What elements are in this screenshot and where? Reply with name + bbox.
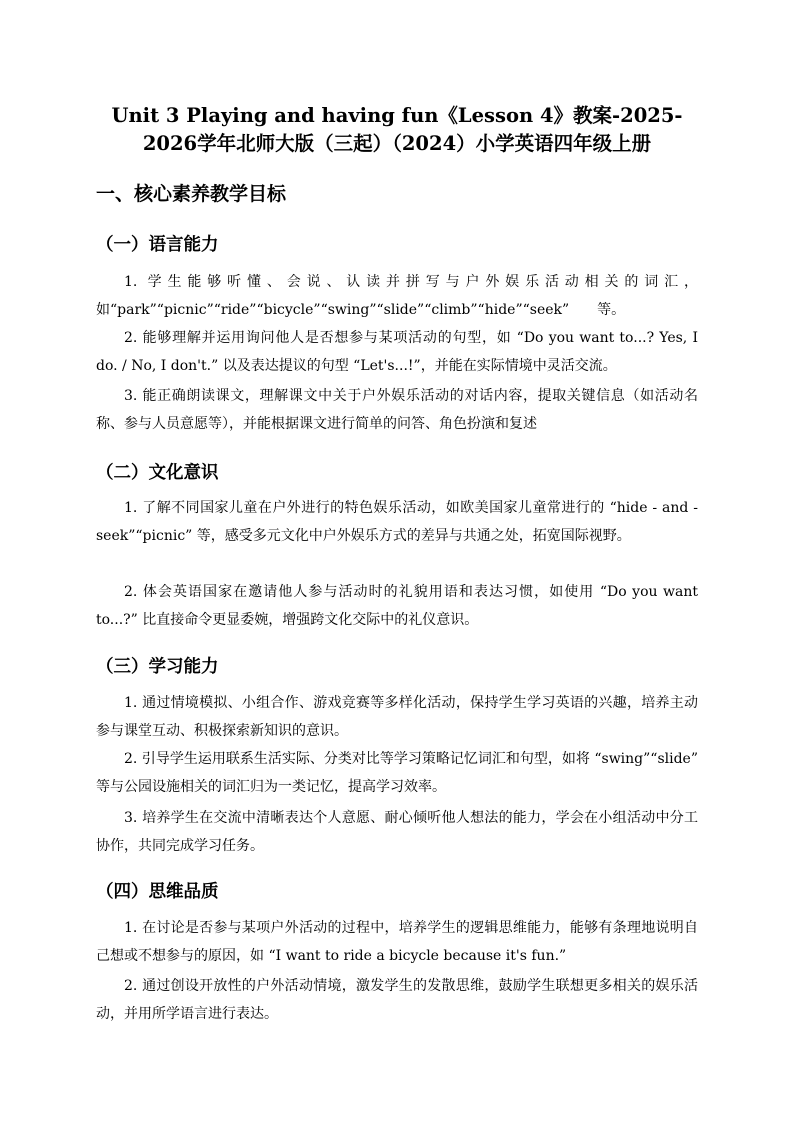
section-heading-core-goals: 一、核心素养教学目标 <box>96 183 287 205</box>
paragraph-language-2: 2. 能够理解并运用询问他人是否想参与某项活动的句型，如 “Do you want to...? Yes, I do. / No, I don't.” 以及表达提议的句型 “Let's...!”，并能在实际情境中灵活交流。 <box>96 330 698 374</box>
paragraph-culture-2: 2. 体会英语国家在邀请他人参与活动时的礼貌用语和表达习惯，如使用 “Do you want to...?” 比直接命令更显委婉，增强跨文化交际中的礼仪意识。 <box>96 584 698 628</box>
paragraph-thinking-2: 2. 通过创设开放性的户外活动情境，激发学生的发散思维，鼓励学生联想更多相关的娱乐活动，并用所学语言进行表达。 <box>96 978 698 1022</box>
paragraph-learning-2: 2. 引导学生运用联系生活实际、分类对比等学习策略记忆词汇和句型，如将 “swing”“slide” 等与公园设施相关的词汇归为一类记忆，提高学习效率。 <box>96 751 698 795</box>
paragraph-culture-1: 1. 了解不同国家儿童在户外进行的特色娱乐活动，如欧美国家儿童常进行的 “hide - and - seek”“picnic” 等，感受多元文化中户外娱乐方式的差异与共通之处，拓宽国际视野。 <box>96 500 698 544</box>
subheading-learning-ability: （三）学习能力 <box>96 657 219 677</box>
paragraph-language-1: 1. 学生能够听懂、会说、认读并拼写与户外娱乐活动相关的词汇，如“park”“picnic”“ride”“bicycle”“swing”“slide”“climb”“hide”“seek” 等。 <box>96 274 698 318</box>
paragraph-language-3: 3. 能正确朗读课文，理解课文中关于户外娱乐活动的对话内容，提取关键信息（如活动名称、参与人员意愿等），并能根据课文进行简单的问答、角色扮演和复述 <box>96 388 698 432</box>
document-title: Unit 3 Playing and having fun《Lesson 4》教案-2025-2026学年北师大版（三起）（2024）小学英语四年级上册 <box>111 104 683 155</box>
subheading-cultural-awareness: （二）文化意识 <box>96 463 219 483</box>
paragraph-thinking-1: 1. 在讨论是否参与某项户外活动的过程中，培养学生的逻辑思维能力，能够有条理地说明自己想或不想参与的原因，如 “I want to ride a bicycle because it's fun.” <box>96 920 698 964</box>
paragraph-learning-3: 3. 培养学生在交流中清晰表达个人意愿、耐心倾听他人想法的能力，学会在小组活动中分工协作，共同完成学习任务。 <box>96 810 698 854</box>
subheading-language-ability: （一）语言能力 <box>96 235 219 255</box>
subheading-thinking-quality: （四）思维品质 <box>96 882 219 902</box>
paragraph-learning-1: 1. 通过情境模拟、小组合作、游戏竞赛等多样化活动，保持学生学习英语的兴趣，培养主动参与课堂互动、积极探索新知识的意识。 <box>96 695 698 739</box>
